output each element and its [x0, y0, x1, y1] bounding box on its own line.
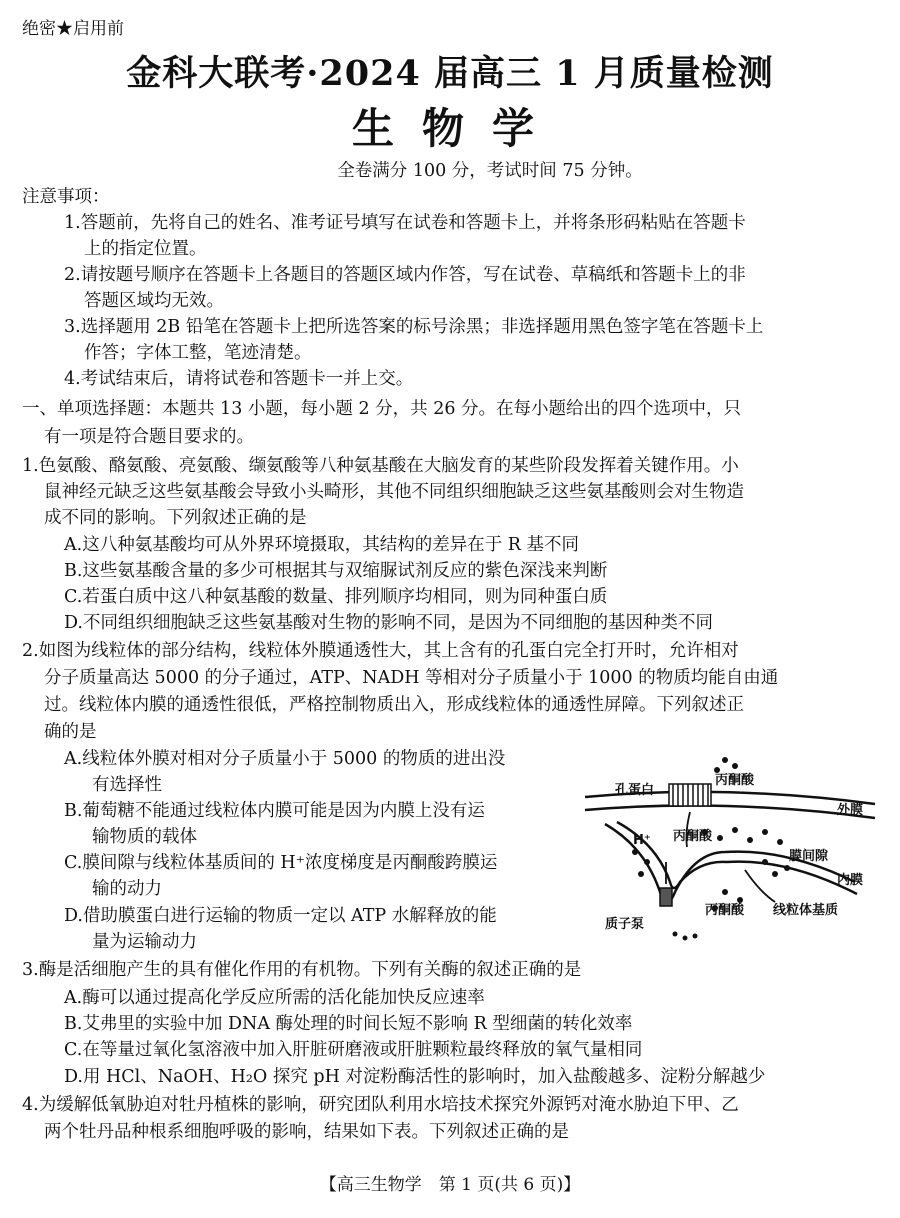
score-info: 全卷满分 100 分，考试时间 75 分钟。 — [337, 161, 643, 181]
note-line: 4.考试结束后，请将试卷和答题卡一并上交。 — [64, 369, 414, 389]
section-heading: 一、单项选择题：本题共 13 小题，每小题 2 分，共 26 分。在每小题给出的四个选项中，只 — [22, 399, 742, 419]
label-inner-membrane: 内膜 — [837, 873, 864, 888]
q3-option-d: D.用 HCl、NaOH、H₂O 探究 pH 对淀粉酶活性的影响时，加入盐酸越多、淀粉分解越少 — [64, 1067, 766, 1087]
note-line: 1.答题前，先将自己的姓名、准考证号填写在试卷和答题卡上，并将条形码粘贴在答题卡 — [64, 213, 746, 233]
page-footer: 【高三生物学 第 1 页(共 6 页)】 — [319, 1175, 581, 1195]
q4-stem: 4.为缓解低氧胁迫对牡丹植株的影响，研究团队利用水培技术探究外源钙对淹水胁迫下甲、乙 — [22, 1095, 739, 1115]
confidential-mark: 绝密★启用前 — [22, 19, 124, 39]
exam-title: 金科大联考·2024 届高三 1 月质量检测 — [126, 53, 774, 94]
q1-option-c: C.若蛋白质中这八种氨基酸的数量、排列顺序均相同，则为同种蛋白质 — [64, 587, 608, 607]
notes-heading: 注意事项： — [22, 187, 110, 207]
q2-option-c: C.膜间隙与线粒体基质间的 H⁺浓度梯度是丙酮酸跨膜运 — [64, 853, 498, 873]
q3-option-a: A.酶可以通过提高化学反应所需的活化能加快反应速率 — [64, 988, 485, 1008]
q2-option-a-cont: 有选择性 — [92, 775, 162, 795]
label-pyruvate-bottom: 丙酮酸 — [705, 903, 745, 918]
q1-stem: 成不同的影响。下列叙述正确的是 — [44, 508, 307, 528]
q2-stem: 确的是 — [44, 722, 97, 742]
note-line: 作答；字体工整，笔迹清楚。 — [84, 343, 312, 363]
q1-stem: 鼠神经元缺乏这些氨基酸会导致小头畸形，其他不同组织细胞缺乏这些氨基酸则会对生物造 — [44, 482, 744, 502]
q2-stem: 分子质量高达 5000 的分子通过，ATP、NADH 等相对分子质量小于 1000 的物质均能自由通 — [44, 668, 779, 688]
q1-stem: 1.色氨酸、酪氨酸、亮氨酸、缬氨酸等八种氨基酸在大脑发育的某些阶段发挥着关键作用。小 — [22, 456, 739, 476]
q1-option-a: A.这八种氨基酸均可从外界环境摄取，其结构的差异在于 R 基不同 — [64, 535, 580, 555]
q2-option-c-cont: 输的动力 — [92, 879, 162, 899]
note-line: 2.请按题号顺序在答题卡上各题目的答题区域内作答，写在试卷、草稿纸和答题卡上的非 — [64, 265, 746, 285]
q2-option-d: D.借助膜蛋白进行运输的物质一定以 ATP 水解释放的能 — [64, 906, 497, 926]
label-pyruvate-top: 丙酮酸 — [715, 773, 755, 788]
note-line: 上的指定位置。 — [84, 239, 207, 259]
q3-option-b: B.艾弗里的实验中加 DNA 酶处理的时间长短不影响 R 型细菌的转化效率 — [64, 1014, 633, 1034]
proton-pump — [660, 888, 672, 906]
transport-arrow-3 — [745, 870, 775, 902]
subject-title: 生物学 — [351, 104, 562, 153]
outer-membrane-line-2 — [585, 806, 875, 819]
label-outer-membrane: 外膜 — [837, 803, 864, 818]
q1-option-d: D.不同组织细胞缺乏这些氨基酸对生物的影响不同，是因为不同细胞的基因种类不同 — [64, 613, 713, 633]
section-heading-cont: 有一项是符合题目要求的。 — [44, 427, 254, 447]
q2-option-d-cont: 量为运输动力 — [92, 932, 197, 952]
q2-stem: 过。线粒体内膜的通透性很低，严格控制物质出入，形成线粒体的通透性屏障。下列叙述正 — [44, 695, 744, 715]
q2-option-b: B.葡萄糖不能通过线粒体内膜可能是因为内膜上没有运 — [64, 801, 485, 821]
q2-stem: 2.如图为线粒体的部分结构，线粒体外膜通透性大，其上含有的孔蛋白完全打开时，允许相对 — [22, 641, 739, 661]
label-pyruvate-mid: 丙酮酸 — [673, 829, 713, 844]
q2-option-a: A.线粒体外膜对相对分子质量小于 5000 的物质的进出没 — [64, 749, 506, 769]
label-porin: 孔蛋白 — [615, 783, 655, 798]
q3-option-c: C.在等量过氧化氢溶液中加入肝脏研磨液或肝脏颗粒最终释放的氧气量相同 — [64, 1040, 643, 1060]
label-h-plus: H⁺ — [633, 833, 651, 848]
label-proton-pump: 质子泵 — [605, 917, 645, 932]
label-matrix: 线粒体基质 — [773, 903, 839, 918]
note-line: 答题区域均无效。 — [84, 291, 224, 311]
q3-stem: 3.酶是活细胞产生的具有催化作用的有机物。下列有关酶的叙述正确的是 — [22, 960, 582, 980]
porin-channel — [669, 784, 711, 806]
mitochondria-diagram — [575, 752, 895, 947]
note-line: 3.选择题用 2B 铅笔在答题卡上把所选答案的标号涂黑；非选择题用黑色签字笔在答题卡上 — [64, 317, 764, 337]
q2-option-b-cont: 输物质的载体 — [92, 827, 197, 847]
q1-option-b: B.这些氨基酸含量的多少可根据其与双缩脲试剂反应的紫色深浅来判断 — [64, 561, 608, 581]
q4-stem: 两个牡丹品种根系细胞呼吸的影响，结果如下表。下列叙述正确的是 — [44, 1122, 569, 1142]
label-intermembrane-space: 膜间隙 — [789, 849, 829, 864]
